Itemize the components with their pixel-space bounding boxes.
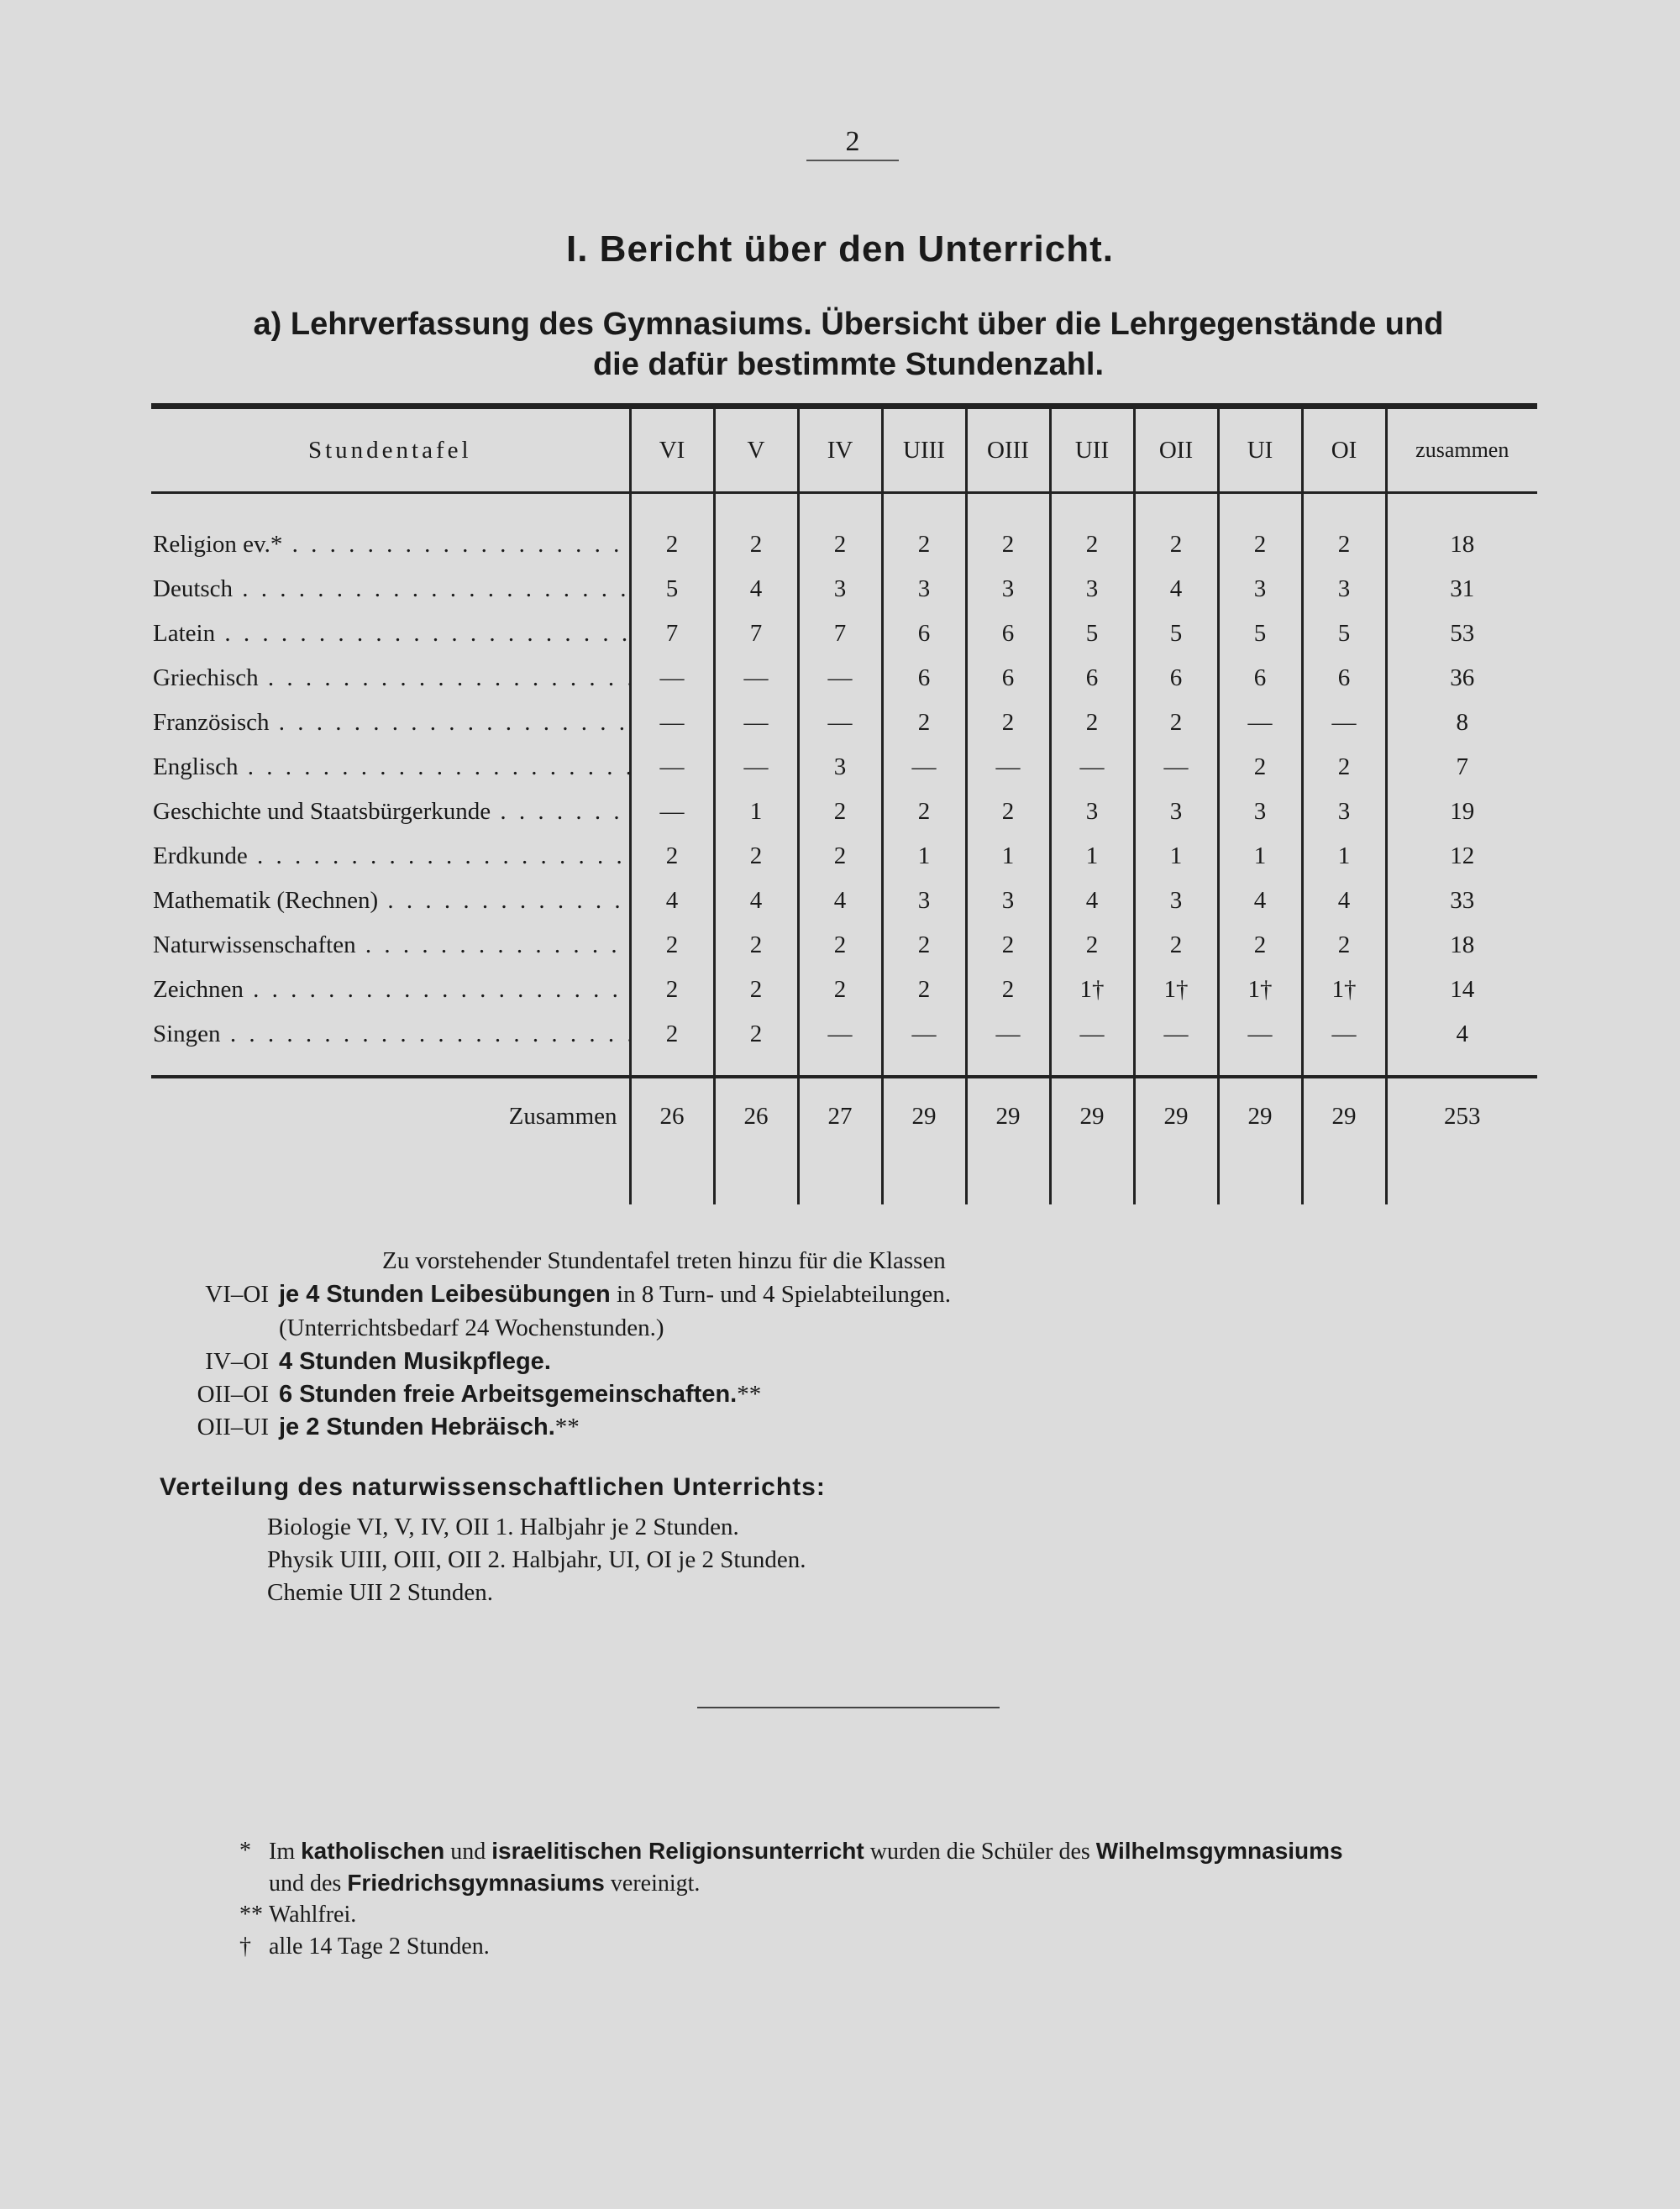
note-bold: je 4 Stunden Leibesübungen xyxy=(279,1281,611,1308)
header-col: IV xyxy=(798,409,882,493)
subject-cell xyxy=(151,968,630,1012)
hours-cell: — xyxy=(630,656,714,700)
footnote-mark: † xyxy=(239,1934,251,1960)
hours-cell: 1 xyxy=(714,790,798,834)
note-rest: ** xyxy=(737,1381,762,1408)
hours-cell: 2 xyxy=(714,923,798,968)
hours-cell: 3 xyxy=(1134,790,1218,834)
hours-cell: 2 xyxy=(882,923,966,968)
row-total-cell: 8 xyxy=(1456,709,1468,736)
note-classes: IV–OI xyxy=(205,1348,269,1375)
hours-cell: — xyxy=(798,656,882,700)
header-col: VI xyxy=(630,409,714,493)
hours-cell: 4 xyxy=(1218,879,1302,923)
subject-label: Deutsch . . . xyxy=(153,575,630,602)
total-cell: 29 xyxy=(966,1077,1050,1154)
total-cell: 29 xyxy=(882,1077,966,1154)
table-row xyxy=(151,656,1537,700)
note-rest: in 8 Turn- und 4 Spielabteilungen. xyxy=(610,1281,951,1308)
table-row xyxy=(151,700,1537,745)
table-row xyxy=(151,834,1537,879)
hours-cell: 6 xyxy=(882,611,966,656)
hours-cell: 1† xyxy=(1302,968,1386,1012)
subject-cell xyxy=(151,834,630,879)
hours-cell: 2 xyxy=(630,968,714,1012)
hours-cell: 2 xyxy=(966,790,1050,834)
row-total-cell: 14 xyxy=(1450,976,1475,1003)
hours-cell: 2 xyxy=(714,522,798,567)
hours-cell: 6 xyxy=(1302,656,1386,700)
hours-cell: 2 xyxy=(1302,745,1386,790)
hours-cell: 3 xyxy=(966,879,1050,923)
hours-cell: 3 xyxy=(1302,790,1386,834)
hours-cell: — xyxy=(714,656,798,700)
note-bold: 4 Stunden Musikpflege. xyxy=(279,1348,551,1375)
header-col: OIII xyxy=(966,409,1050,493)
subject-cell xyxy=(151,745,630,790)
hours-cell: — xyxy=(630,700,714,745)
note-item xyxy=(151,1281,951,1309)
table-top-rule xyxy=(151,403,1537,409)
hours-cell: — xyxy=(630,745,714,790)
hours-cell: 3 xyxy=(1050,567,1134,611)
subject-label: Religion ev.* . . . xyxy=(153,531,630,558)
note-bold: 6 Stunden freie Arbeitsgemeinschaften. xyxy=(279,1381,738,1408)
section-subheading xyxy=(193,304,1504,385)
hours-cell: 7 xyxy=(798,611,882,656)
row-total-cell: 31 xyxy=(1450,575,1475,602)
header-col: UII xyxy=(1050,409,1134,493)
footnote-text: wurden die Schüler des xyxy=(864,1839,1096,1865)
hours-cell: — xyxy=(882,1012,966,1057)
total-cell: 26 xyxy=(630,1077,714,1154)
hours-cell: 2 xyxy=(1218,522,1302,567)
subject-label: Geschichte und Staatsbürgerkunde . . . xyxy=(153,798,630,825)
hours-cell: 1† xyxy=(1218,968,1302,1012)
hours-cell: 2 xyxy=(966,923,1050,968)
table-row xyxy=(151,1012,1537,1057)
hours-cell: — xyxy=(1302,700,1386,745)
hours-cell: 3 xyxy=(1218,790,1302,834)
hours-cell: — xyxy=(714,745,798,790)
hours-cell: 2 xyxy=(882,790,966,834)
header-col: UIII xyxy=(882,409,966,493)
hours-cell: 4 xyxy=(798,879,882,923)
footnote-mark: ** xyxy=(239,1902,263,1928)
hours-cell: — xyxy=(1302,1012,1386,1057)
subject-cell xyxy=(151,1012,630,1057)
page-number: 2 xyxy=(806,126,899,161)
footnote-text: Wahlfrei. xyxy=(269,1902,357,1928)
note-item xyxy=(151,1348,551,1376)
hours-cell: 2 xyxy=(966,522,1050,567)
hours-cell: 2 xyxy=(714,1012,798,1057)
note-rest: ** xyxy=(554,1414,580,1440)
footnote-text: und des xyxy=(269,1871,348,1897)
tail-row xyxy=(151,1154,1537,1204)
hours-cell: 3 xyxy=(1302,567,1386,611)
hours-cell: 5 xyxy=(1134,611,1218,656)
subject-cell xyxy=(151,522,630,567)
hours-cell: — xyxy=(798,700,882,745)
hours-cell: 7 xyxy=(630,611,714,656)
hours-cell: 2 xyxy=(966,968,1050,1012)
hours-cell: 2 xyxy=(1050,923,1134,968)
subject-label: Erdkunde . . . xyxy=(153,842,630,869)
hours-cell: 5 xyxy=(630,567,714,611)
row-total-cell: 19 xyxy=(1450,798,1475,825)
footnote-1 xyxy=(239,1838,1343,1865)
footnote-1-line-2 xyxy=(269,1870,700,1897)
total-cell: 29 xyxy=(1302,1077,1386,1154)
hours-cell: 2 xyxy=(630,923,714,968)
hours-cell: 2 xyxy=(1302,923,1386,968)
hours-cell: 4 xyxy=(1134,567,1218,611)
hours-cell: 1 xyxy=(966,834,1050,879)
hours-cell: — xyxy=(1050,1012,1134,1057)
hours-cell: 4 xyxy=(714,567,798,611)
subject-cell xyxy=(151,790,630,834)
hours-cell: 2 xyxy=(882,522,966,567)
hours-cell: — xyxy=(798,1012,882,1057)
row-total-cell: 12 xyxy=(1450,842,1475,869)
spacer-row xyxy=(151,493,1537,523)
header-col: V xyxy=(714,409,798,493)
hours-cell: 5 xyxy=(1050,611,1134,656)
note-item xyxy=(151,1414,580,1441)
hours-cell: 2 xyxy=(966,700,1050,745)
subject-label: Zeichnen . . . xyxy=(153,976,630,1003)
footnote-text: Im xyxy=(269,1839,302,1865)
table-header-row xyxy=(151,409,1537,493)
subject-label: Englisch . . . xyxy=(153,753,630,780)
hours-cell: 2 xyxy=(798,790,882,834)
table-row xyxy=(151,611,1537,656)
hours-cell: 2 xyxy=(1218,745,1302,790)
table-row xyxy=(151,879,1537,923)
header-col: OI xyxy=(1302,409,1386,493)
hours-cell: 2 xyxy=(882,968,966,1012)
hours-cell: 5 xyxy=(1218,611,1302,656)
hours-cell: 2 xyxy=(882,700,966,745)
hours-cell: — xyxy=(630,790,714,834)
hours-cell: 3 xyxy=(1134,879,1218,923)
verteilung-line: Biologie VI, V, IV, OII 1. Halbjahr je 2 Stunden. xyxy=(267,1514,739,1540)
hours-cell: — xyxy=(966,1012,1050,1057)
note-classes: OII–OI xyxy=(197,1381,269,1408)
total-row xyxy=(151,1077,1537,1154)
row-total-cell: 4 xyxy=(1456,1021,1468,1047)
spacer-row xyxy=(151,1057,1537,1077)
verteilung-line: Chemie UII 2 Stunden. xyxy=(267,1579,494,1606)
hours-cell: 6 xyxy=(1050,656,1134,700)
table-row xyxy=(151,923,1537,968)
note-rest: (Unterrichtsbedarf 24 Wochenstunden.) xyxy=(279,1314,664,1341)
footnote-3 xyxy=(239,1934,490,1960)
subheading-line-2: die dafür bestimmte Stundenzahl. xyxy=(592,347,1105,382)
footnote-text: vereinigt. xyxy=(604,1871,701,1897)
subject-cell xyxy=(151,656,630,700)
note-item xyxy=(151,1381,761,1409)
header-col: UI xyxy=(1218,409,1302,493)
total-cell: 27 xyxy=(798,1077,882,1154)
note-bold: je 2 Stunden Hebräisch. xyxy=(279,1414,555,1440)
hours-cell: 2 xyxy=(630,1012,714,1057)
hours-cell: 4 xyxy=(1050,879,1134,923)
subheading-line-1: a) Lehrverfassung des Gymnasiums. Übersicht über die Lehrgegenstände und xyxy=(253,307,1444,342)
subject-label: Latein . . . xyxy=(153,620,630,647)
footnote-bold: Friedrichsgymnasiums xyxy=(347,1870,605,1896)
note-classes: VI–OI xyxy=(205,1281,269,1308)
total-cell: 29 xyxy=(1134,1077,1218,1154)
hours-cell: — xyxy=(1218,700,1302,745)
hours-cell: 2 xyxy=(1218,923,1302,968)
hours-cell: — xyxy=(1050,745,1134,790)
hours-cell: 3 xyxy=(1050,790,1134,834)
hours-cell: 2 xyxy=(714,968,798,1012)
hours-cell: 3 xyxy=(798,567,882,611)
row-total-cell: 18 xyxy=(1450,931,1475,958)
subject-label: Mathematik (Rechnen) . . . xyxy=(153,887,630,914)
subject-cell xyxy=(151,611,630,656)
hours-cell: 3 xyxy=(798,745,882,790)
subject-label: Naturwissenschaften . . . xyxy=(153,931,630,958)
hours-cell: 1 xyxy=(1050,834,1134,879)
hours-cell: — xyxy=(1134,1012,1218,1057)
hours-cell: 6 xyxy=(882,656,966,700)
stundentafel-table xyxy=(151,409,1537,1204)
hours-cell: 2 xyxy=(1134,923,1218,968)
hours-cell: 2 xyxy=(1050,522,1134,567)
hours-cell: 3 xyxy=(966,567,1050,611)
subject-cell xyxy=(151,567,630,611)
hours-cell: 2 xyxy=(798,834,882,879)
row-total-cell: 36 xyxy=(1450,664,1475,691)
footnote-bold: israelitischen Religionsunterricht xyxy=(491,1838,864,1864)
table-row xyxy=(151,790,1537,834)
hours-cell: 3 xyxy=(882,879,966,923)
hours-cell: 6 xyxy=(966,656,1050,700)
hours-cell: 1† xyxy=(1134,968,1218,1012)
hours-cell: 1 xyxy=(1302,834,1386,879)
hours-cell: 2 xyxy=(798,923,882,968)
hours-cell: 2 xyxy=(798,522,882,567)
hours-cell: — xyxy=(966,745,1050,790)
verteilung-line: Physik UIII, OIII, OII 2. Halbjahr, UI, OI je 2 Stunden. xyxy=(267,1546,806,1573)
hours-cell: 3 xyxy=(882,567,966,611)
row-total-cell: 53 xyxy=(1450,620,1475,647)
hours-cell: 7 xyxy=(714,611,798,656)
hours-cell: 1 xyxy=(882,834,966,879)
table-row xyxy=(151,745,1537,790)
hours-cell: — xyxy=(882,745,966,790)
separator-rule xyxy=(697,1707,1000,1708)
notes-intro: Zu vorstehender Stundentafel treten hinzu für die Klassen xyxy=(382,1247,946,1274)
hours-cell: 1† xyxy=(1050,968,1134,1012)
total-cell-zusammen: 253 xyxy=(1386,1077,1537,1154)
note-classes: OII–UI xyxy=(197,1414,269,1440)
hours-cell: 2 xyxy=(1050,700,1134,745)
hours-cell: — xyxy=(1218,1012,1302,1057)
footnote-mark: * xyxy=(239,1838,251,1864)
footnote-2 xyxy=(239,1902,357,1928)
footnote-text: und xyxy=(444,1839,492,1865)
hours-cell: 5 xyxy=(1302,611,1386,656)
section-heading: I. Bericht über den Unterricht. xyxy=(566,228,1114,270)
total-label: Zusammen xyxy=(151,1077,630,1154)
hours-cell: 6 xyxy=(1218,656,1302,700)
hours-cell: — xyxy=(714,700,798,745)
table-row xyxy=(151,968,1537,1012)
subject-cell xyxy=(151,879,630,923)
hours-cell: 2 xyxy=(798,968,882,1012)
hours-cell: 4 xyxy=(714,879,798,923)
subject-label: Griechisch . . . xyxy=(153,664,630,691)
row-total-cell: 33 xyxy=(1450,887,1475,914)
verteilung-title: Verteilung des naturwissenschaftlichen Unterrichts: xyxy=(160,1473,826,1501)
hours-cell: 2 xyxy=(630,522,714,567)
note-item xyxy=(151,1314,664,1342)
footnote-bold: katholischen xyxy=(301,1838,445,1864)
hours-cell: 6 xyxy=(966,611,1050,656)
footnote-bold: Wilhelmsgymnasiums xyxy=(1095,1838,1343,1864)
footnote-text: alle 14 Tage 2 Stunden. xyxy=(269,1934,490,1960)
subject-label: Singen . . . xyxy=(153,1021,630,1047)
subject-cell xyxy=(151,923,630,968)
hours-cell: 4 xyxy=(1302,879,1386,923)
hours-cell: 2 xyxy=(714,834,798,879)
header-stundentafel: Stundentafel xyxy=(151,409,630,493)
total-cell: 29 xyxy=(1218,1077,1302,1154)
subject-cell xyxy=(151,700,630,745)
total-cell: 29 xyxy=(1050,1077,1134,1154)
hours-cell: 2 xyxy=(630,834,714,879)
table-row xyxy=(151,567,1537,611)
hours-cell: 1 xyxy=(1218,834,1302,879)
total-cell: 26 xyxy=(714,1077,798,1154)
header-col-zusammen: zusammen xyxy=(1386,409,1537,493)
subject-label: Französisch . . . xyxy=(153,709,630,736)
hours-cell: — xyxy=(1134,745,1218,790)
table-row xyxy=(151,522,1537,567)
hours-cell: 2 xyxy=(1134,700,1218,745)
hours-cell: 3 xyxy=(1218,567,1302,611)
header-col: OII xyxy=(1134,409,1218,493)
hours-cell: 6 xyxy=(1134,656,1218,700)
hours-cell: 2 xyxy=(1134,522,1218,567)
row-total-cell: 18 xyxy=(1450,531,1475,558)
hours-cell: 1 xyxy=(1134,834,1218,879)
row-total-cell: 7 xyxy=(1456,753,1468,780)
hours-cell: 4 xyxy=(630,879,714,923)
hours-cell: 2 xyxy=(1302,522,1386,567)
